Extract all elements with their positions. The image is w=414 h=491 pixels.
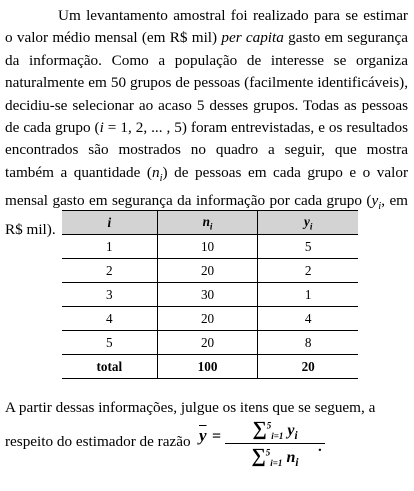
intro-paragraph — [5, 5, 408, 241]
ratio-formula — [225, 418, 325, 469]
cell-i: 4 — [62, 307, 157, 331]
cell-n: 10 — [157, 235, 258, 259]
fraction-bar — [225, 443, 325, 444]
total-n: 100 — [157, 355, 258, 379]
sigma-symbol: ∑ — [252, 418, 267, 440]
table-header-row — [62, 211, 358, 235]
cell-y: 2 — [258, 259, 358, 283]
table-row — [62, 235, 358, 259]
i-variable: i — [99, 119, 104, 137]
cell-y: 1 — [258, 283, 358, 307]
per-capita-term: per capita — [221, 29, 284, 47]
data-table — [62, 210, 358, 379]
table-row — [62, 331, 358, 355]
intro-text-2: gasto em segurança da informação. Como a população de interesse se organiza naturalmente em 50 grupos de pessoas (facilmente identificáveis), decidiu-se selecionar ao acaso 5 desses grupos. Todas as pessoas de cada grupo ( — [5, 29, 408, 137]
conclusion-line-1: A partir dessas informações, julgue os itens que se seguem, a — [5, 399, 376, 416]
denominator-sub: i — [295, 457, 299, 470]
header-n: $n_i$ — [157, 211, 258, 235]
sum-lower-limit: i=1 — [270, 458, 283, 469]
cell-n: 20 — [157, 259, 258, 283]
cell-n: 20 — [157, 307, 258, 331]
y-variable: y — [371, 192, 379, 210]
cell-y: 5 — [258, 235, 358, 259]
cell-i: 5 — [62, 331, 157, 355]
table-total-row — [62, 355, 358, 379]
n-variable: n — [151, 163, 160, 181]
denominator-var: n — [286, 449, 296, 467]
cell-y: 4 — [258, 307, 358, 331]
formula-denominator — [225, 445, 325, 469]
intro-text-1: Um levantamento amostral foi realizado para se estimar o valor médio mensal (em R$ mil) — [5, 7, 408, 47]
header-y: $y_i$ — [258, 211, 358, 235]
table-row — [62, 307, 358, 331]
cell-i: 1 — [62, 235, 157, 259]
cell-i: 2 — [62, 259, 157, 283]
cell-n: 30 — [157, 283, 258, 307]
cell-i: 3 — [62, 283, 157, 307]
total-label: total — [62, 355, 157, 379]
header-i: i — [62, 211, 157, 235]
intro-text-3: = 1, 2, ... , 5) foram entrevistadas, e os resultados encontrados são mostrados no quadro a seguir, que mostra também a quantidade ( — [5, 119, 408, 181]
sum-lower-limit: i=1 — [271, 431, 284, 442]
table-row — [62, 283, 358, 307]
formula-period: . — [318, 438, 322, 455]
estimator-ybar: $\overline{y}$ — [199, 426, 207, 445]
formula-numerator — [225, 418, 325, 442]
intro-text-4: ) de pessoas em cada grupo e o valor mensal gasto em segurança da informação por cada grupo ( — [5, 163, 408, 210]
total-y: 20 — [258, 355, 358, 379]
conclusion-line-2: respeito do estimador de razão — [5, 433, 191, 450]
numerator-sub: i — [294, 430, 298, 443]
y-subscript: i — [378, 201, 382, 213]
n-subscript: i — [159, 172, 163, 184]
cell-n: 20 — [157, 331, 258, 355]
table-row — [62, 259, 358, 283]
numerator-var: y — [287, 422, 295, 439]
cell-y: 8 — [258, 331, 358, 355]
sum-upper-limit: 5 — [266, 420, 272, 431]
sum-upper-limit: 5 — [265, 447, 271, 458]
equals-sign: = — [212, 428, 222, 445]
sigma-symbol: ∑ — [251, 445, 266, 468]
intro-text-5: , em R$ mil). — [5, 192, 408, 238]
